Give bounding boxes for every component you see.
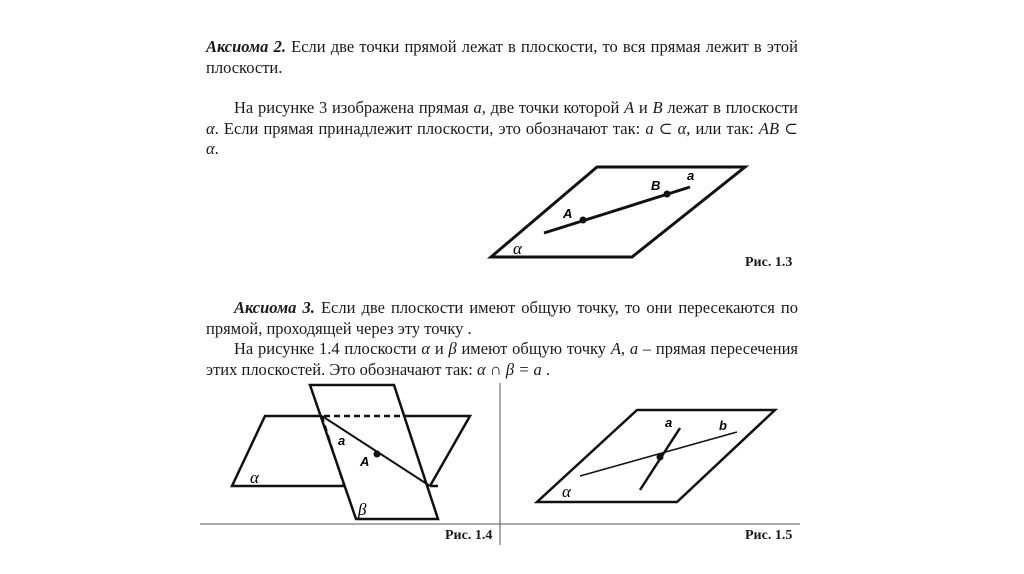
label-A: A <box>360 454 370 469</box>
label-b: b <box>719 418 727 433</box>
plane-alpha <box>537 410 775 502</box>
caption-fig-1-3: Рис. 1.3 <box>745 255 793 270</box>
formula-ab-subset-alpha: AB ⊂ α <box>206 118 798 158</box>
figure-1-3-description: На рисунке 3 изображена прямая a, две точки которой A и B лежат в плоскости α. Если прямая принадлежит плоскости, это обозначают так: a ⊂ α, или так: AB ⊂ α. <box>206 98 798 158</box>
label-a: a <box>338 433 346 448</box>
plane-alpha-left <box>232 416 344 486</box>
label-alpha: α <box>562 482 571 501</box>
caption-fig-1-5: Рис. 1.5 <box>745 528 793 543</box>
plane-alpha-right <box>410 416 470 486</box>
formula-a-subset-alpha: a ⊂ α <box>645 118 687 138</box>
figure-1-5 <box>537 410 775 502</box>
figure-1-4 <box>232 385 470 519</box>
label-beta: β <box>358 500 367 519</box>
label-a: a <box>687 168 695 183</box>
axiom-3-title: Аксиома 3. <box>234 298 315 317</box>
axiom-2-title: Аксиома 2. <box>206 37 286 56</box>
label-alpha: α <box>513 239 522 258</box>
caption-fig-1-4: Рис. 1.4 <box>445 528 493 543</box>
intersection-point <box>657 454 664 461</box>
axiom-3-text: Если две плоскости имеют общую точку, то они пересекаются по прямой, проходящей через эту точку . <box>206 298 798 338</box>
formula-intersection: α ∩ β = a <box>477 359 542 379</box>
point-A <box>374 451 381 458</box>
figure-1-4-description: На рисунке 1.4 плоскости α и β имеют общую точку A, a – прямая пересечения этих плоскостей. Это обозначают так: α ∩ β = a . <box>206 339 799 379</box>
label-a: a <box>665 415 673 430</box>
axiom-2-text: Если две точки прямой лежат в плоскости, то вся прямая лежит в этой плоскости. <box>206 37 799 77</box>
label-B: B <box>651 178 661 193</box>
label-A: A <box>563 206 573 221</box>
plane-beta <box>310 385 438 519</box>
label-alpha: α <box>250 468 259 487</box>
